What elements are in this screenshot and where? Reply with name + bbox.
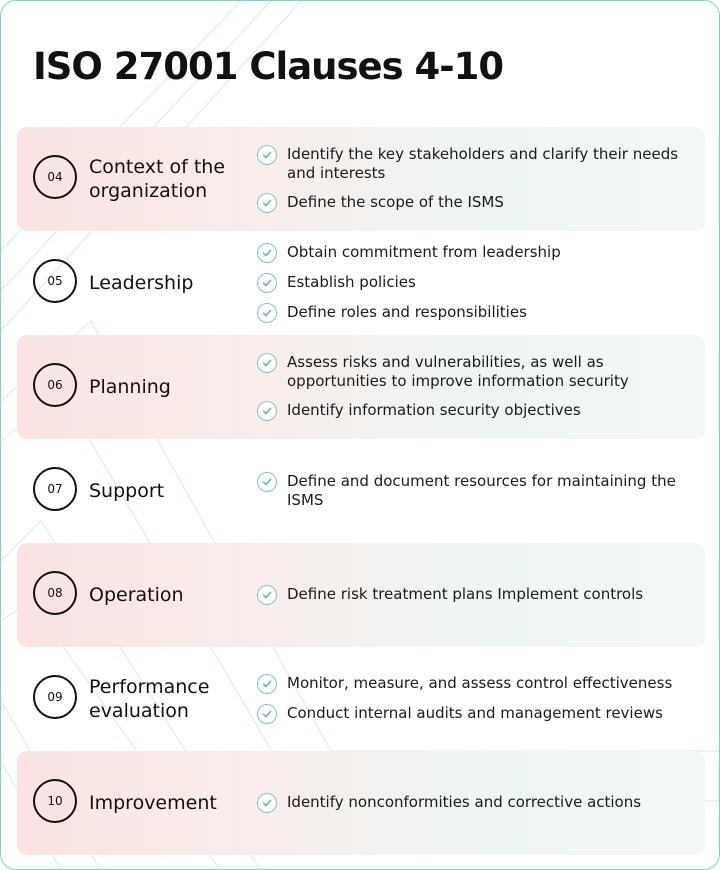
clause-item (257, 193, 691, 213)
clause-item (257, 793, 691, 813)
checkmark-icon (257, 585, 277, 605)
clause-number-badge: 06 (33, 363, 77, 407)
clause-item-text: Define the scope of the ISMS (287, 193, 504, 211)
clause-item-text: Conduct internal audits and management reviews (287, 704, 663, 722)
clause-item (257, 303, 691, 323)
checkmark-icon (257, 674, 277, 694)
clause-number-badge: 10 (33, 779, 77, 823)
clause-item (257, 145, 691, 183)
clause-item-text: Define and document resources for maintaining the ISMS (287, 472, 676, 509)
clause-item-text: Assess risks and vulnerabilities, as well as opportunities to improve information security (287, 353, 629, 390)
clause-item-text: Identify nonconformities and corrective actions (287, 793, 642, 811)
clause-item (257, 704, 691, 724)
clause-item (257, 585, 691, 605)
clause-item (257, 353, 691, 391)
clause-item-text: Identify information security objectives (287, 401, 581, 419)
clause-items (257, 353, 691, 421)
clause-number-badge: 09 (33, 675, 77, 719)
clause-name: Improvement (89, 792, 217, 814)
checkmark-icon (257, 193, 277, 213)
checkmark-icon (257, 793, 277, 813)
clause-item (257, 401, 691, 421)
clause-name: Context of the organization (89, 156, 226, 202)
clause-name: Support (89, 480, 165, 502)
checkmark-icon (257, 401, 277, 421)
clause-row (17, 231, 705, 335)
clause-items (257, 145, 691, 213)
clause-item (257, 674, 691, 694)
clause-name: Planning (89, 376, 171, 398)
clause-row (17, 439, 705, 543)
page-title: ISO 27001 Clauses 4-10 (33, 45, 504, 88)
checkmark-icon (257, 303, 277, 323)
clause-number-badge: 04 (33, 155, 77, 199)
clause-name: Performance evaluation (89, 676, 210, 722)
checkmark-icon (257, 704, 277, 724)
clause-row (17, 335, 705, 439)
clause-name: Leadership (89, 272, 194, 294)
clause-item-text: Identify the key stakeholders and clarify their needs and interests (287, 145, 679, 182)
clause-number-badge: 08 (33, 571, 77, 615)
checkmark-icon (257, 145, 277, 165)
checkmark-icon (257, 353, 277, 373)
clause-item-text: Monitor, measure, and assess control effectiveness (287, 674, 673, 692)
clause-row (17, 543, 705, 647)
clause-item-text: Define roles and responsibilities (287, 303, 527, 321)
clause-items (257, 243, 691, 323)
checkmark-icon (257, 273, 277, 293)
clause-item (257, 472, 691, 510)
clause-name: Operation (89, 584, 184, 606)
clause-items (257, 472, 691, 510)
checkmark-icon (257, 243, 277, 263)
clause-item-text: Define risk treatment plans Implement controls (287, 585, 644, 603)
clause-list (17, 127, 705, 855)
clause-item-text: Establish policies (287, 273, 416, 291)
clause-number-badge: 07 (33, 467, 77, 511)
clause-item (257, 243, 691, 263)
clause-row (17, 751, 705, 855)
clause-row (17, 127, 705, 231)
clause-items (257, 793, 691, 813)
clause-items (257, 674, 691, 724)
clause-items (257, 585, 691, 605)
clause-row (17, 647, 705, 751)
clause-item-text: Obtain commitment from leadership (287, 243, 561, 261)
clause-number-badge: 05 (33, 259, 77, 303)
checkmark-icon (257, 472, 277, 492)
clause-item (257, 273, 691, 293)
